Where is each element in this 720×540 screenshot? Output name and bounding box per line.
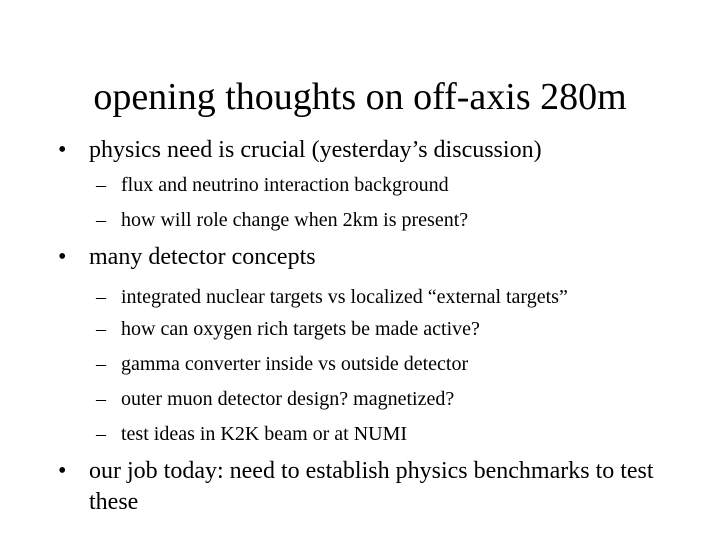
bullet-text: physics need is crucial (yesterday’s discussion) bbox=[89, 137, 542, 163]
sub-bullet-marker: – bbox=[96, 286, 106, 308]
bullet-text: many detector concepts bbox=[89, 244, 316, 270]
sub-bullet-oxygen-targets bbox=[96, 315, 696, 343]
sub-bullet-text: integrated nuclear targets vs localized “external targets” bbox=[121, 286, 568, 308]
bullet-marker: • bbox=[58, 458, 67, 484]
bullet-text: our job today: need to establish physics benchmarks to test these bbox=[89, 458, 654, 515]
sub-bullet-text: gamma converter inside vs outside detector bbox=[121, 353, 469, 375]
sub-bullet-role-change bbox=[96, 206, 696, 234]
bullet-physics-need bbox=[58, 135, 708, 166]
sub-bullet-marker: – bbox=[96, 174, 106, 196]
bullet-marker: • bbox=[58, 137, 67, 163]
sub-bullet-test-ideas bbox=[96, 420, 696, 448]
sub-bullet-marker: – bbox=[96, 318, 106, 340]
sub-bullet-gamma-converter bbox=[96, 350, 696, 378]
sub-bullet-text: how can oxygen rich targets be made active? bbox=[121, 318, 480, 340]
sub-bullet-flux bbox=[96, 171, 696, 199]
bullet-job-today bbox=[58, 456, 708, 518]
sub-bullet-text: how will role change when 2km is present? bbox=[121, 209, 469, 231]
sub-bullet-marker: – bbox=[96, 353, 106, 375]
sub-bullet-muon-detector bbox=[96, 385, 696, 413]
sub-bullet-text: outer muon detector design? magnetized? bbox=[121, 388, 455, 410]
sub-bullet-marker: – bbox=[96, 388, 106, 410]
slide-title: opening thoughts on off-axis 280m bbox=[93, 76, 627, 118]
bullet-marker: • bbox=[58, 244, 67, 270]
sub-bullet-nuclear-targets bbox=[96, 283, 696, 311]
sub-bullet-text: flux and neutrino interaction background bbox=[121, 174, 449, 196]
sub-bullet-text: test ideas in K2K beam or at NUMI bbox=[121, 423, 408, 445]
sub-bullet-marker: – bbox=[96, 423, 106, 445]
bullet-detector-concepts bbox=[58, 242, 708, 273]
sub-bullet-marker: – bbox=[96, 209, 106, 231]
